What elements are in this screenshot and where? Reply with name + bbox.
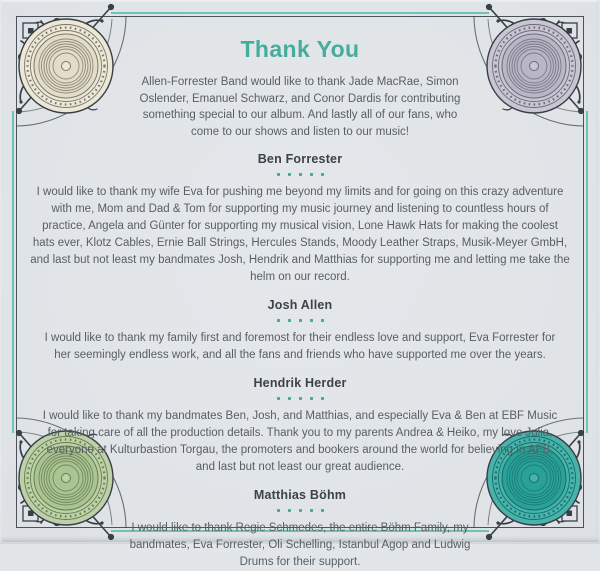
separator-dot bbox=[277, 397, 280, 400]
separator-dot bbox=[299, 319, 302, 322]
person-name: Matthias Böhm bbox=[253, 488, 347, 502]
person-thanks-text: I would like to thank Regie Schmedes, the entire Böhm Family, my bandmates, Eva Forrester, Oli Schelling, Istanbul Agop and Ludwig Drums for their support. bbox=[129, 522, 471, 568]
person-thanks-text: I would like to thank my wife Eva for pushing me beyond my limits and for going on this crazy adventure with me, Mom and Dad & Tom for supporting my music journey and listening to countless hours of practice, Angela and Günter for supporting my musical vision, Lone Hawk Hats for making the coolest hats ever, Klotz Cables, Ernie Ball Strings, Hercules Stands, Moody Leather Straps, Musik-Meyer GmbH, and last but not least my bandmates Josh, Hendrik and Matthias for supporting me and letting me take the helm on our record. bbox=[30, 186, 570, 283]
separator-dot bbox=[310, 397, 313, 400]
separator-dot bbox=[321, 397, 324, 400]
separator-dot bbox=[288, 509, 291, 512]
separator-dot bbox=[277, 319, 280, 322]
person-thanks-text: I would like to thank my bandmates Ben, Josh, and Matthias, and especially Eva & Ben at EBF Music for taking care of all the production details. Thank you to my parents Andrea & Heiko, my love Julia, everyone at Kulturbastion Torgau, the promoters and bookers around the world for believing in AFB, and last but not least our great audience. bbox=[42, 410, 558, 473]
separator-dot bbox=[288, 173, 291, 176]
section-ben-forrester bbox=[0, 152, 600, 286]
separator-dot bbox=[321, 173, 324, 176]
person-name: Ben Forrester bbox=[257, 152, 343, 166]
separator-dots bbox=[0, 173, 600, 177]
section-matthias-boehm bbox=[0, 488, 600, 571]
person-name: Hendrik Herder bbox=[253, 376, 347, 390]
separator-dot bbox=[299, 509, 302, 512]
separator-dot bbox=[310, 509, 313, 512]
separator-dot bbox=[288, 319, 291, 322]
person-name: Josh Allen bbox=[267, 298, 333, 312]
page-title: Thank You bbox=[240, 36, 360, 62]
separator-dot bbox=[277, 173, 280, 176]
separator-dot bbox=[288, 397, 291, 400]
separator-dot bbox=[277, 509, 280, 512]
separator-dot bbox=[321, 319, 324, 322]
separator-dots bbox=[0, 397, 600, 401]
separator-dot bbox=[321, 509, 324, 512]
separator-dots bbox=[0, 319, 600, 323]
section-hendrik-herder bbox=[0, 376, 600, 476]
separator-dot bbox=[310, 319, 313, 322]
separator-dot bbox=[299, 173, 302, 176]
section-josh-allen bbox=[0, 298, 600, 364]
separator-dot bbox=[310, 173, 313, 176]
separator-dots bbox=[0, 509, 600, 513]
person-thanks-text: I would like to thank my family first and foremost for their endless love and support, Eva Forrester for her seemingly endless work, and all the fans and friends who have supported me over the years. bbox=[44, 332, 556, 361]
intro-paragraph: Allen-Forrester Band would like to thank Jade MacRae, Simon Oslender, Emanuel Schwarz, and Conor Dardis for contributing something special to our album. And lastly all of our fans, who come to our shows and listen to our music! bbox=[139, 76, 461, 138]
separator-dot bbox=[299, 397, 302, 400]
